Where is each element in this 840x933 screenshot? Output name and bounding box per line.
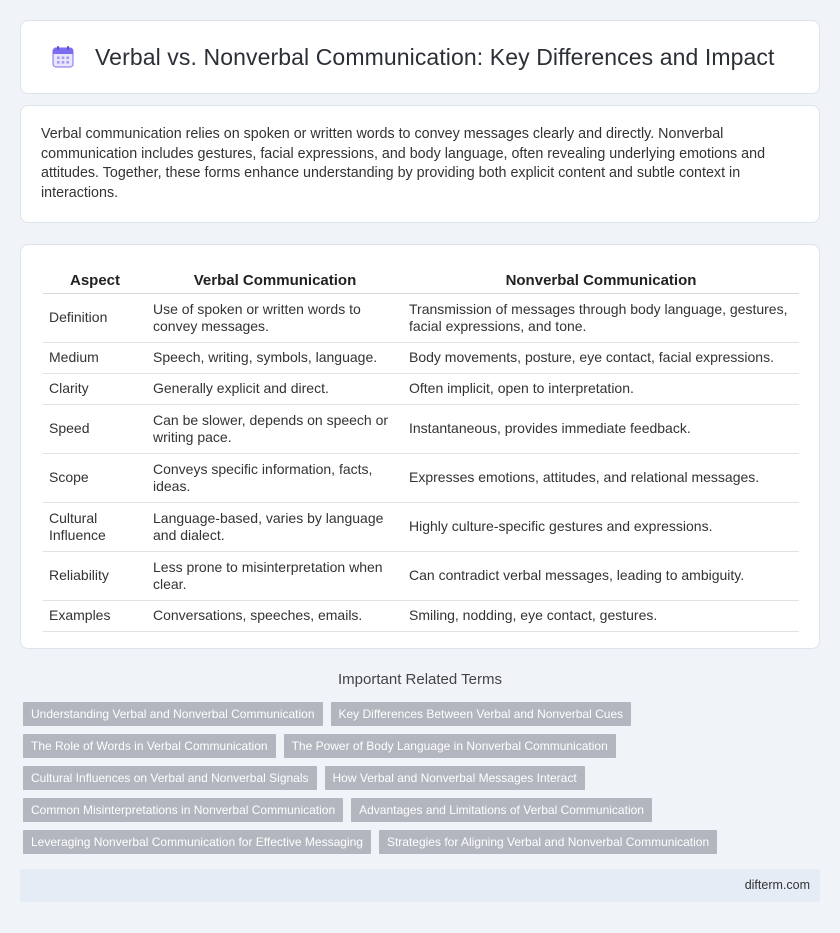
table-cell-nonverbal: Instantaneous, provides immediate feedback. bbox=[403, 404, 799, 453]
tag-row bbox=[23, 830, 803, 854]
calendar-icon bbox=[51, 45, 75, 69]
table-cell-verbal: Generally explicit and direct. bbox=[147, 373, 403, 404]
footer bbox=[20, 869, 820, 902]
related-term-link[interactable]: The Role of Words in Verbal Communication bbox=[23, 734, 276, 758]
table-cell-verbal: Conversations, speeches, emails. bbox=[147, 600, 403, 631]
table-cell-nonverbal: Often implicit, open to interpretation. bbox=[403, 373, 799, 404]
table-row bbox=[43, 502, 799, 551]
table-cell-verbal: Can be slower, depends on speech or writing pace. bbox=[147, 404, 403, 453]
related-term-link[interactable]: Leveraging Nonverbal Communication for Effective Messaging bbox=[23, 830, 371, 854]
table-cell-aspect: Cultural Influence bbox=[43, 502, 147, 551]
table-cell-verbal: Conveys specific information, facts, ideas. bbox=[147, 453, 403, 502]
table-cell-aspect: Reliability bbox=[43, 551, 147, 600]
table-cell-aspect: Scope bbox=[43, 453, 147, 502]
table-row bbox=[43, 342, 799, 373]
table-row bbox=[43, 293, 799, 342]
comparison-table-card bbox=[20, 244, 820, 649]
title-card bbox=[20, 20, 820, 94]
table-cell-verbal: Use of spoken or written words to convey messages. bbox=[147, 293, 403, 342]
table-row bbox=[43, 404, 799, 453]
table-cell-nonverbal: Smiling, nodding, eye contact, gestures. bbox=[403, 600, 799, 631]
related-terms-heading: Important Related Terms bbox=[338, 671, 502, 688]
site-name[interactable]: difterm.com bbox=[744, 878, 810, 892]
table-cell-aspect: Clarity bbox=[43, 373, 147, 404]
related-term-link[interactable]: Key Differences Between Verbal and Nonverbal Cues bbox=[331, 702, 632, 726]
table-row bbox=[43, 373, 799, 404]
tag-row bbox=[23, 734, 803, 758]
tag-row bbox=[23, 766, 803, 790]
table-cell-verbal: Speech, writing, symbols, language. bbox=[147, 342, 403, 373]
related-term-link[interactable]: Cultural Influences on Verbal and Nonverbal Signals bbox=[23, 766, 317, 790]
table-cell-aspect: Speed bbox=[43, 404, 147, 453]
header-aspect: Aspect bbox=[43, 263, 147, 293]
tag-row bbox=[23, 798, 803, 822]
related-terms-list bbox=[23, 702, 803, 862]
header-nonverbal: Nonverbal Communication bbox=[403, 263, 799, 293]
page-title: Verbal vs. Nonverbal Communication: Key Differences and Impact bbox=[95, 43, 775, 70]
related-term-link[interactable]: How Verbal and Nonverbal Messages Interact bbox=[325, 766, 585, 790]
table-cell-aspect: Medium bbox=[43, 342, 147, 373]
header-verbal: Verbal Communication bbox=[147, 263, 403, 293]
table-cell-nonverbal: Can contradict verbal messages, leading to ambiguity. bbox=[403, 551, 799, 600]
table-row bbox=[43, 551, 799, 600]
related-term-link[interactable]: Advantages and Limitations of Verbal Communication bbox=[351, 798, 652, 822]
related-term-link[interactable]: Understanding Verbal and Nonverbal Communication bbox=[23, 702, 323, 726]
tag-row bbox=[23, 702, 803, 726]
table-cell-verbal: Language-based, varies by language and dialect. bbox=[147, 502, 403, 551]
table-cell-nonverbal: Body movements, posture, eye contact, facial expressions. bbox=[403, 342, 799, 373]
table-cell-verbal: Less prone to misinterpretation when clear. bbox=[147, 551, 403, 600]
related-term-link[interactable]: Strategies for Aligning Verbal and Nonverbal Communication bbox=[379, 830, 717, 854]
comparison-table bbox=[43, 263, 799, 632]
table-row bbox=[43, 600, 799, 631]
related-term-link[interactable]: The Power of Body Language in Nonverbal Communication bbox=[284, 734, 616, 758]
intro-paragraph: Verbal communication relies on spoken or written words to convey messages clearly and directly. Nonverbal communication includes gestures, facial expressions, and body language, often revealing underlying emotions and attitudes. Together, these forms enhance understanding by providing both explicit content and subtle context in interactions. bbox=[41, 126, 766, 201]
table-cell-nonverbal: Highly culture-specific gestures and expressions. bbox=[403, 502, 799, 551]
related-term-link[interactable]: Common Misinterpretations in Nonverbal Communication bbox=[23, 798, 343, 822]
intro-card bbox=[20, 105, 820, 223]
table-cell-aspect: Definition bbox=[43, 293, 147, 342]
table-cell-aspect: Examples bbox=[43, 600, 147, 631]
table-row bbox=[43, 453, 799, 502]
table-cell-nonverbal: Expresses emotions, attitudes, and relational messages. bbox=[403, 453, 799, 502]
table-cell-nonverbal: Transmission of messages through body language, gestures, facial expressions, and tone. bbox=[403, 293, 799, 342]
table-header-row bbox=[43, 263, 799, 293]
